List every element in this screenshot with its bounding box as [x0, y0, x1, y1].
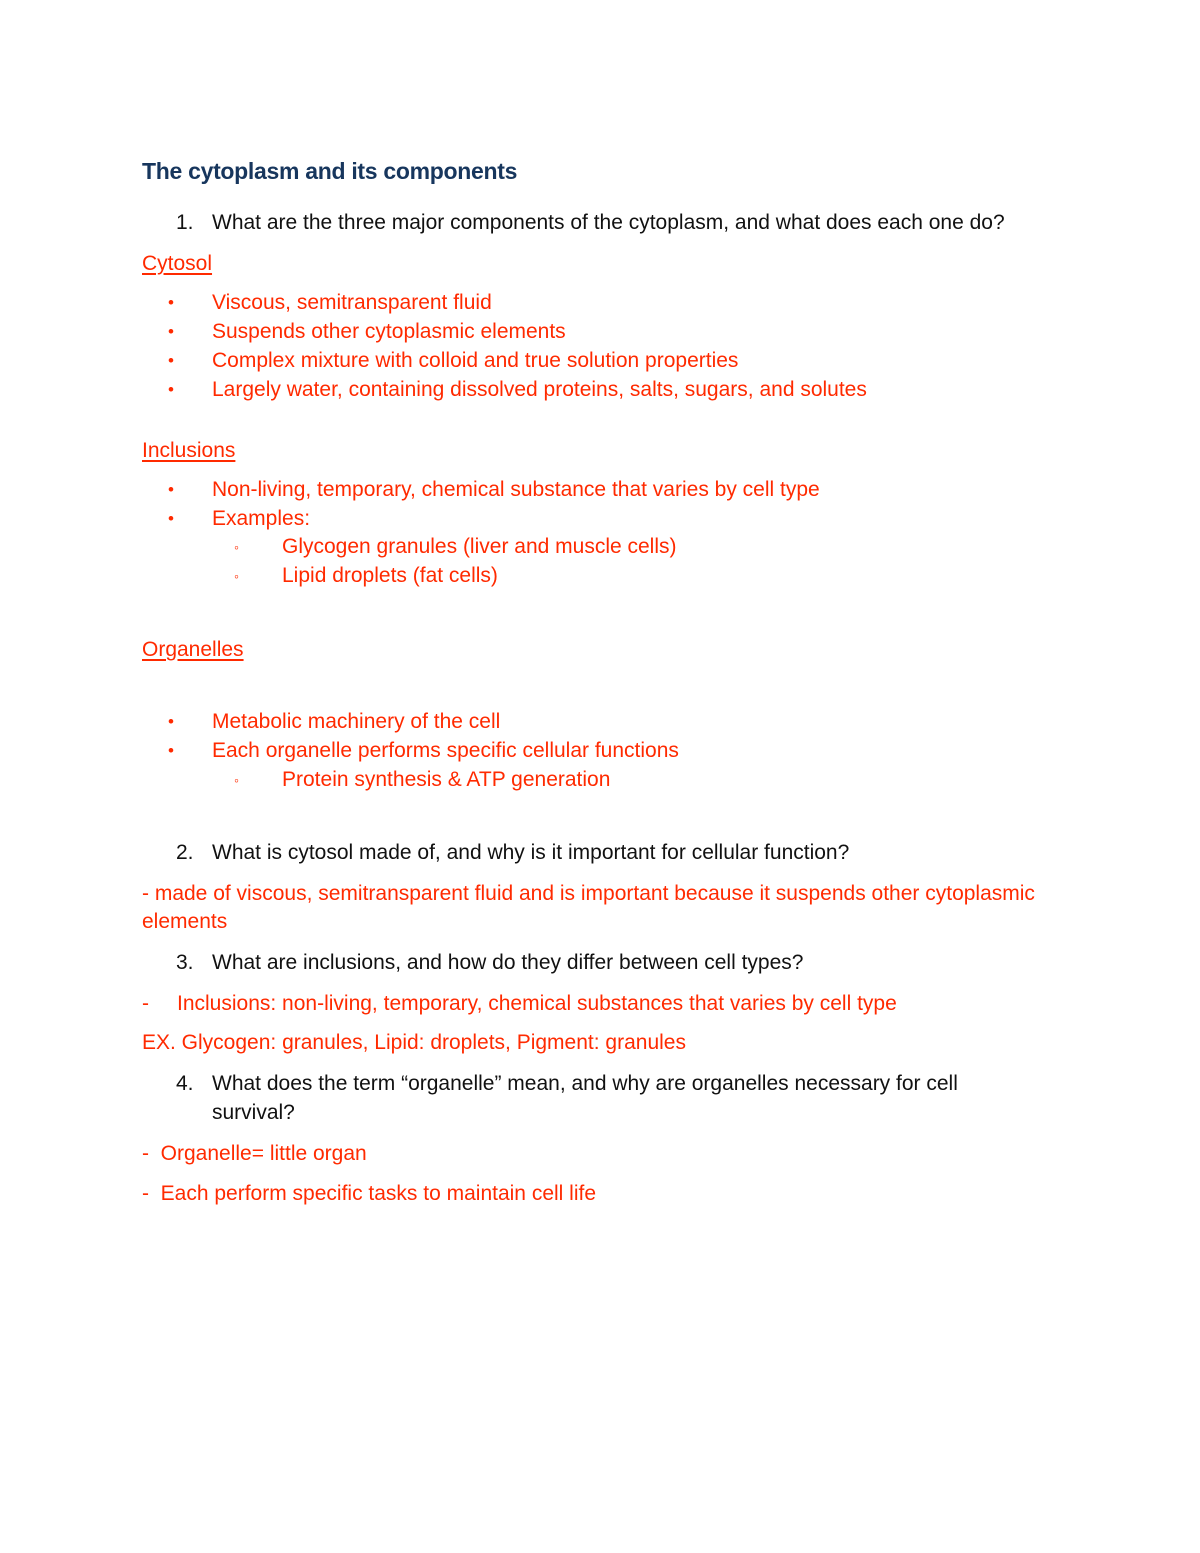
answer-q2-line-1: - made of viscous, semitransparent fluid and is important because it suspends other cytoplasmic	[142, 882, 1035, 905]
question-text: What is cytosol made of, and why is it important for cellular function?	[212, 841, 850, 864]
bullet-icon: •	[168, 509, 174, 528]
question-number: 1.	[176, 211, 194, 234]
bullet-icon: •	[168, 351, 174, 370]
question-text: What are inclusions, and how do they differ between cell types?	[212, 951, 804, 974]
answer-q2-line-2: elements	[142, 910, 228, 933]
sub-bullet-icon: ◦	[234, 772, 239, 788]
list-item-text: Complex mixture with colloid and true solution properties	[212, 349, 739, 372]
sub-list-item-text: Lipid droplets (fat cells)	[282, 564, 498, 587]
list-item-text: Largely water, containing dissolved proteins, salts, sugars, and solutes	[212, 378, 867, 401]
answer-q3-examples: EX. Glycogen: granules, Lipid: droplets, Pigment: granules	[142, 1031, 686, 1054]
sub-list-item-text: Glycogen granules (liver and muscle cells)	[282, 535, 677, 558]
bullet-icon: •	[168, 712, 174, 731]
question-text: What does the term “organelle” mean, and why are organelles necessary for cell	[212, 1072, 958, 1095]
answer-q3-text: Inclusions: non-living, temporary, chemical substances that varies by cell type	[177, 992, 897, 1015]
question-number: 2.	[176, 841, 194, 864]
list-item-text: Examples:	[212, 507, 311, 530]
bullet-icon: •	[168, 480, 174, 499]
bullet-icon: •	[168, 741, 174, 760]
list-item-text: Metabolic machinery of the cell	[212, 710, 501, 733]
list-item-text: Non-living, temporary, chemical substance that varies by cell type	[212, 478, 820, 501]
document-title: The cytoplasm and its components	[142, 158, 518, 184]
list-item-text: Suspends other cytoplasmic elements	[212, 320, 566, 343]
bullet-icon: •	[168, 380, 174, 399]
sub-list-item-text: Protein synthesis & ATP generation	[282, 768, 611, 791]
question-text: What are the three major components of the cytoplasm, and what does each one do?	[212, 211, 1005, 234]
sub-bullet-icon: ◦	[234, 568, 239, 584]
sub-bullet-icon: ◦	[234, 539, 239, 555]
section-heading-organelles: Organelles	[142, 638, 244, 661]
section-heading-inclusions: Inclusions	[142, 439, 236, 462]
question-text: survival?	[212, 1101, 295, 1124]
answer-q4-line-2: - Each perform specific tasks to maintain cell life	[142, 1182, 597, 1205]
answer-q4-line-1: - Organelle= little organ	[142, 1142, 367, 1165]
list-item-text: Viscous, semitransparent fluid	[212, 291, 492, 314]
list-item-text: Each organelle performs specific cellular functions	[212, 739, 679, 762]
question-number: 4.	[176, 1072, 194, 1095]
bullet-icon: •	[168, 293, 174, 312]
question-number: 3.	[176, 951, 194, 974]
section-heading-cytosol: Cytosol	[142, 252, 213, 275]
dash-marker: -	[142, 992, 149, 1015]
bullet-icon: •	[168, 322, 174, 341]
